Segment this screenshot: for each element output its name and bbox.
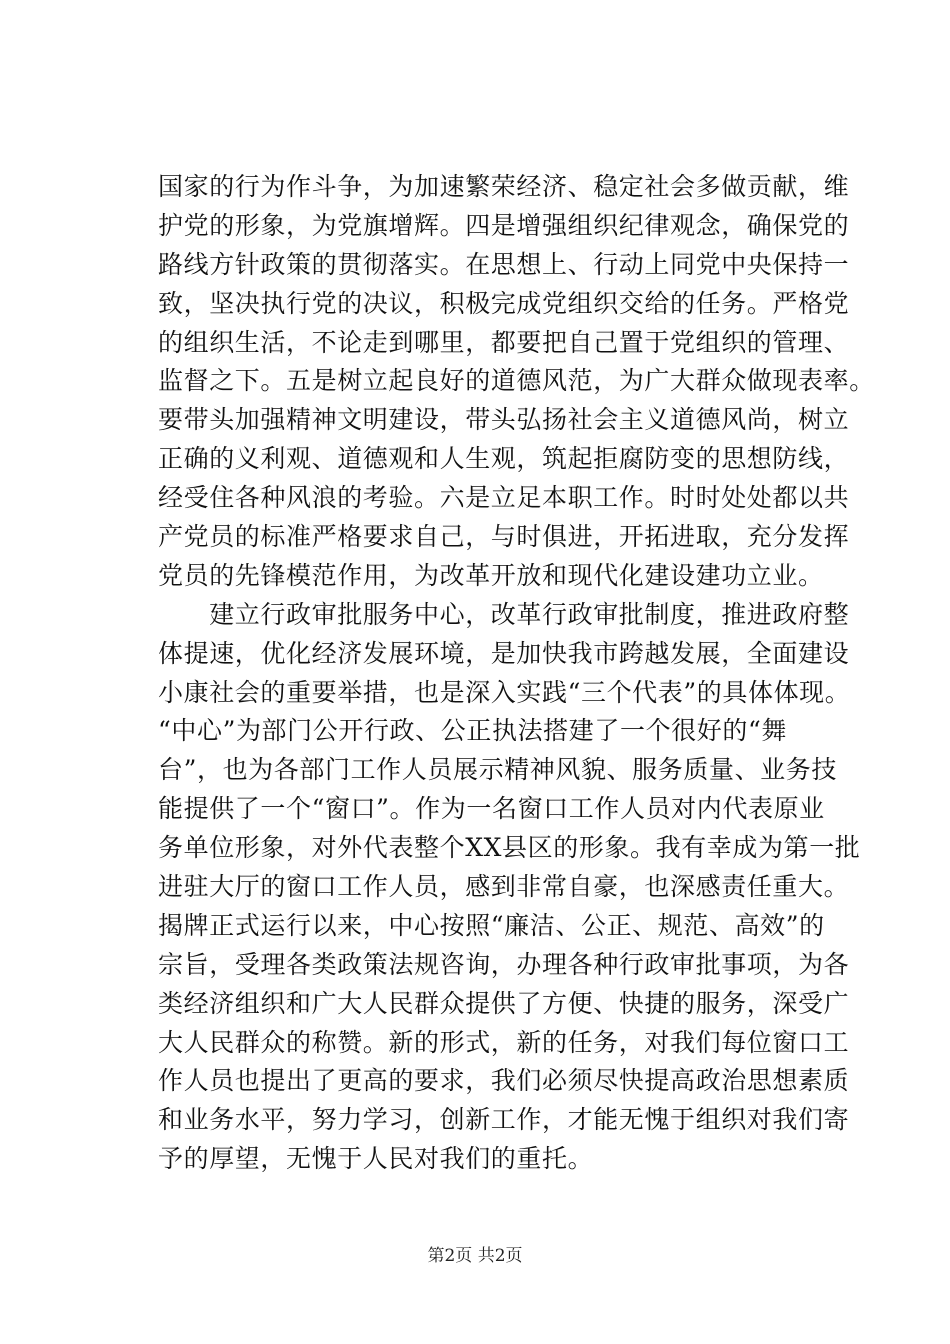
text-line: 大人民群众的称赞。新的形式，新的任务，对我们每位窗口工 xyxy=(158,1027,850,1057)
text-line: 党员的先锋模范作用，为改革开放和现代化建设建功立业。 xyxy=(158,560,824,590)
text-line: 予的厚望，无愧于人民对我们的重托。 xyxy=(158,1144,594,1174)
text-line: 经受住各种风浪的考验。六是立足本职工作。时时处处都以共 xyxy=(158,483,850,513)
text-line: 揭牌正式运行以来，中心按照“廉洁、公正、规范、高效”的 xyxy=(158,910,825,940)
text-line: 正确的义利观、道德观和人生观，筑起拒腐防变的思想防线， xyxy=(158,444,850,474)
text-line: 护党的形象，为党旗增辉。四是增强组织纪律观念，确保党的 xyxy=(158,210,850,240)
text-line: 致，坚决执行党的决议，积极完成党组织交给的任务。严格党 xyxy=(158,288,850,318)
page-number-footer: 第2页 共2页 xyxy=(427,1246,523,1266)
text-line: 产党员的标准严格要求自己，与时俱进，开拓进取，充分发挥 xyxy=(158,522,850,552)
text-line: 体提速，优化经济发展环境，是加快我市跨越发展，全面建设 xyxy=(158,638,850,668)
text-line: 的组织生活，不论走到哪里，都要把自己置于党组织的管理、 xyxy=(158,327,850,357)
text-line: 作人员也提出了更高的要求，我们必须尽快提高政治思想素质 xyxy=(158,1066,850,1096)
text-line: 建立行政审批服务中心，改革行政审批制度，推进政府整 xyxy=(158,599,850,629)
text-line: 国家的行为作斗争，为加速繁荣经济、稳定社会多做贡献，维 xyxy=(158,172,850,201)
text-line: 路线方针政策的贯彻落实。在思想上、行动上同党中央保持一 xyxy=(158,249,850,279)
text-line: 宗旨，受理各类政策法规咨询，办理各种行政审批事项，为各 xyxy=(158,949,850,979)
body-text xyxy=(158,168,875,1179)
text-line: 务单位形象，对外代表整个XX县区的形象。我有幸成为第一批 xyxy=(158,833,861,863)
text-line: 类经济组织和广大人民群众提供了方便、快捷的服务，深受广 xyxy=(158,988,850,1018)
text-line: 能提供了一个“窗口”。作为一名窗口工作人员对内代表原业 xyxy=(158,794,825,824)
text-line: 和业务水平，努力学习，创新工作，才能无愧于组织对我们寄 xyxy=(158,1105,850,1135)
text-line: 台”，也为各部门工作人员展示精神风貌、服务质量、业务技 xyxy=(158,755,837,785)
text-line: 进驻大厅的窗口工作人员，感到非常自豪，也深感责任重大。 xyxy=(158,872,850,902)
text-line: “中心”为部门公开行政、公正执法搭建了一个很好的“舞 xyxy=(158,716,787,746)
text-line: 小康社会的重要举措，也是深入实践“三个代表”的具体体现。 xyxy=(158,677,851,707)
text-line: 监督之下。五是树立起良好的道德风范，为广大群众做现表率。 xyxy=(158,366,875,396)
text-line: 要带头加强精神文明建设，带头弘扬社会主义道德风尚，树立 xyxy=(158,405,850,435)
